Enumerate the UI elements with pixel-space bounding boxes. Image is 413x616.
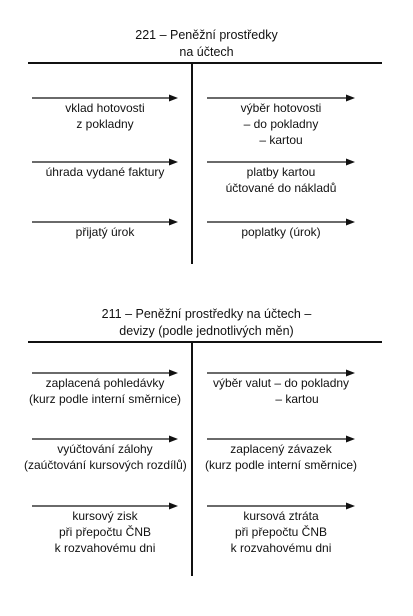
account-211-title-line-2: devizy (podle jednotlivých měn) [119, 324, 294, 338]
entry-text-line: kursový zisk [72, 509, 138, 523]
account-221-horizontal-line [28, 62, 382, 64]
entry-text-line: přijatý úrok [75, 225, 135, 239]
account-221-title-line-2: na účtech [179, 45, 234, 59]
account-211-title-line-1: 211 – Peněžní prostředky na účtech – [101, 307, 312, 321]
entry-text-line: zaplacený závazek [230, 442, 332, 456]
entry-text-line: k rozvahovému dni [230, 541, 332, 555]
entry-text-line: (kurz podle interní směrnice) [204, 458, 358, 472]
entry-text-line: – kartou [275, 392, 319, 406]
entry-text-line: výběr hotovosti [240, 101, 322, 115]
account-211-vertical-line [191, 341, 193, 576]
entry-text-line: výběr valut – do pokladny [212, 376, 350, 390]
entry-text-line: (zaúčtování kursových rozdílů) [24, 458, 187, 472]
entry-text-line: k rozvahovému dni [54, 541, 156, 555]
entry-text-line: vyúčtování zálohy [57, 442, 153, 456]
entry-text-line: z pokladny [76, 117, 134, 131]
entry-text-line: – do pokladny [243, 117, 319, 131]
entry-text-line: (kurz podle interní směrnice) [28, 392, 182, 406]
account-221-title-line-1: 221 – Peněžní prostředky [135, 28, 278, 42]
entry-text-line: úhrada vydané faktury [45, 165, 165, 179]
entry-text-line: platby kartou [246, 165, 316, 179]
entry-text-line: při přepočtu ČNB [58, 525, 152, 539]
account-221-title [0, 27, 413, 61]
entry-text-line: – kartou [259, 133, 303, 147]
account-211-horizontal-line [28, 341, 382, 343]
account-221-vertical-line [191, 62, 193, 264]
entry-text-line: při přepočtu ČNB [234, 525, 328, 539]
entry-text-line: vklad hotovosti [65, 101, 145, 115]
entry-text-line: účtované do nákladů [225, 181, 337, 195]
entry-text-line: zaplacená pohledávky [45, 376, 165, 390]
entry-text-line: poplatky (úrok) [241, 225, 321, 239]
account-211-title [0, 306, 413, 340]
entry-text-line: kursová ztráta [243, 509, 319, 523]
